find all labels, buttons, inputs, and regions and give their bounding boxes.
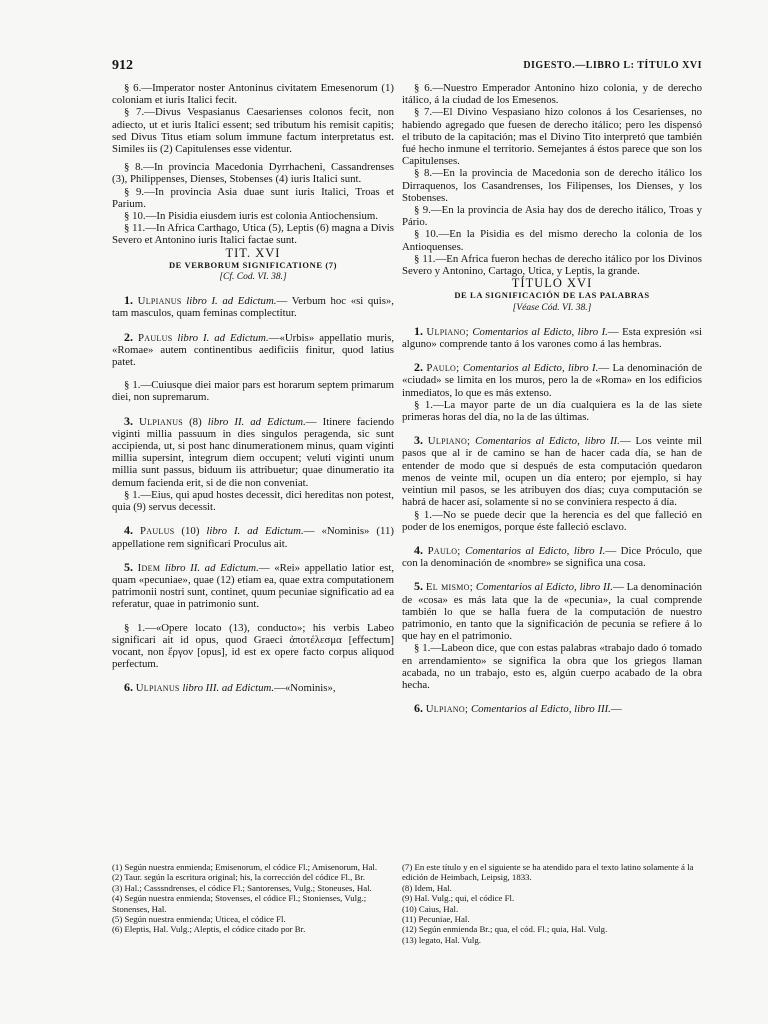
law-paragraph (112, 415, 394, 489)
footnote: (5) Según nuestra enmienda; Uticea, el códice Fl. (112, 914, 286, 925)
law-author: Ulpianus (135, 682, 180, 695)
law-number: 5. (124, 559, 133, 574)
law-section: § 1.—«Opere locato (13), conducto»; his verbis Labeo significari ait id opus, quod Graeci ἀποτέλεσμα [effectum] vocant, non ἔργον [opus], id est ex opere facto corpus aliquod perfectum. (112, 621, 394, 671)
law-author: El mismo; (425, 581, 474, 594)
spanish-paragraph: § 11.—En Africa fueron hechas de derecho itálico por los Divinos Severo y Antonino, Cartago, Utica, y Leptis, la grande. (402, 252, 702, 278)
law-text: — Los veinte mil pasos que al ir de camino se han de hacer cada día, se han de entender de modo que si después de esta computación quedaron menos de veinte mil, ocupen un día entero; por ejemplo, si hay veintiun mil pasos, se les atribuyen dos días; cuya computación se habrá de hacer así, solamente si no se conviniera respecto á día. (402, 435, 703, 509)
footnote: (7) En este título y en el siguiente se ha atendido para el texto latino solamente á la edición de Heimbach, Leipsig, 1833. (402, 862, 694, 883)
law-author: Ulpiano; (425, 703, 469, 716)
footnote: (8) Idem, Hal. (402, 882, 452, 893)
spanish-paragraph: § 9.—En la provincia de Asia hay dos de derecho itálico, Troas y Pário. (402, 204, 702, 229)
footnote: (1) Según nuestra enmienda; Emisenorum, el códice Fl.; Amisenorum, Hal. (112, 862, 378, 872)
law-author: Ulpiano; (426, 325, 469, 338)
law-number: 2. (414, 360, 423, 375)
law-number: 1. (124, 293, 133, 308)
law-paragraph (402, 325, 702, 350)
law-source: Comentarios al Edicto, libro I. (472, 325, 608, 338)
spanish-paragraph: § 10.—En la Pisidia es del mismo derecho la colonia de los Antioquenses. (402, 228, 702, 253)
law-author: Paulus (137, 331, 173, 344)
law-source: libro I. ad Edictum. (186, 295, 277, 308)
law-author: Idem (137, 561, 161, 574)
footnote: (12) Según enmienda Br.; qua, el cód. Fl.; quia, Hal. Vulg. (402, 924, 608, 935)
footnote: (9) Hal. Vulg.; qui, el códice Fl. (402, 893, 515, 904)
footnote: (4) Según nuestra enmienda; Stovenses, el códice Fl.; Stonienses, Vulg.; Stonenses, Hal. (112, 893, 367, 914)
law-source: Comentarios al Edicto, libro II. (475, 435, 620, 448)
latin-paragraph: § 8.—In provincia Macedonia Dyrrhacheni, Cassandrenses (3), Philippenses, Dienses, Stobenses (4) iuris Italici sunt. (112, 161, 394, 186)
law-author: Paulo; (427, 544, 461, 557)
page-number: 912 (112, 58, 133, 73)
law-source: libro II. ad Edictum. (207, 415, 306, 428)
spanish-column (402, 82, 702, 715)
law-author: Paulo; (426, 362, 460, 375)
law-source: Comentarios al Edicto, libro III. (470, 703, 611, 716)
law-paragraph (112, 681, 394, 694)
footnote: (13) legato, Hal. Vulg. (402, 934, 481, 945)
spanish-paragraph: § 6.—Nuestro Emperador Antonino hizo colonia, y de derecho itálico, á la ciudad de los Emesenos. (402, 82, 702, 107)
footnote-ref: (8) (189, 415, 202, 428)
law-source: Comentarios al Edicto, libro I. (462, 362, 599, 375)
title-subheading: DE VERBORUM SIGNIFICATIONE (7) (168, 259, 338, 270)
title-subheading: DE LA SIGNIFICACIÓN DE LAS PALABRAS (454, 290, 650, 301)
law-source: Comentarios al Edicto, libro II. (475, 581, 613, 594)
law-text: — Esta expresión «si alguno» comprende tanto á los varones como á las hembras. (402, 325, 703, 351)
law-number: 2. (124, 329, 133, 344)
law-text: —«Nominis», (274, 682, 336, 695)
law-source: libro I. ad Edictum. (206, 525, 304, 538)
law-paragraph (112, 331, 394, 369)
latin-paragraph: § 11.—In Africa Carthago, Utica (5), Leptis (6) magna a Divis Severo et Antonino iuris Italici factae sunt. (112, 222, 394, 247)
footnote: (2) Taur. según la escritura original; his, la corrección del códice Fl., Br. (112, 872, 366, 883)
latin-paragraph: § 6.—Imperator noster Antoninus civitatem Emesenorum (1) coloniam et iuris Italici fecit. (112, 82, 394, 107)
latin-paragraph: § 7.—Divus Vespasianus Caesarienses colonos fecit, non adiecto, ut et iuris Italici essent; sed tributum his remisit capitis; sed Divus Titus etiam solum immune factum interpretatus est. Similes iis (2) Capitulenses esse videntur. (112, 106, 394, 156)
law-paragraph (112, 524, 394, 549)
page-header (112, 58, 702, 74)
law-number: 3. (124, 413, 133, 428)
latin-paragraph: § 9.—In provincia Asia duae sunt iuris Italici, Troas et Parium. (112, 185, 394, 210)
cross-reference: [Cf. Cod. VI. 38.] (219, 272, 287, 283)
spanish-paragraph: § 8.—En la provincia de Macedonia son de derecho itálico los Dirraquenos, los Casandrenses, los Filipenses, los Dienses, y los Stobenses. (402, 167, 702, 204)
law-section: § 1.—No se puede decir que la herencia es del que falleció en poder de los enemigos, porque éste falleció esclavo. (402, 508, 702, 533)
law-section: § 1.—Cuiusque diei maior pars est horarum septem primarum diei, non supremarum. (112, 379, 394, 404)
footnotes-left (112, 862, 394, 935)
law-paragraph (402, 580, 702, 642)
law-number: 3. (414, 433, 423, 448)
law-source: Comentarios al Edicto, libro I. (465, 544, 606, 557)
spanish-paragraph: § 7.—El Divino Vespasiano hizo colonos á los Cesarienses, no habiendo agregado que fuesen de derecho itálico; pero les dispensó el tributo de la capitación; mas el Divino Tito interpretó que también fué hecho inmune el territorio. Semejantes á éstos parece que son los Capitulenses. (402, 106, 702, 168)
law-source: libro I. ad Edictum. (177, 331, 269, 344)
latin-paragraph: § 10.—In Pisidia eiusdem iuris est colonia Antiochensium. (124, 210, 379, 223)
law-text: — Verbum hoc «si quis», tam masculos, quam feminas complectitur. (112, 295, 395, 320)
footnote: (11) Pecuniae, Hal. (402, 914, 470, 925)
footnote: (10) Caius, Hal. (402, 903, 459, 914)
footnote: (6) Eleptis, Hal. Vulg.; Aleptis, el códice citado por Br. (112, 924, 306, 935)
law-paragraph (112, 294, 394, 319)
law-author: Ulpianus (137, 295, 182, 308)
running-head: DIGESTO.—LIBRO L: TÍTULO XVI (523, 60, 702, 71)
law-text: — Dice Próculo, que con la denominación de «nombre» se significa una cosa. (402, 544, 703, 570)
law-text: — Itinere faciendo viginti millia passuum in dies singulos peragenda, sic sunt accipienda, ut, si post hanc dinumerationem minus, quam viginti millia supersint, integrum diem occupent; veluti viginti unum millia sunt passus, biduum iis attribuetur; quae dinumeratio ita demum facienda erit, si de die non conveniat. (112, 415, 395, 489)
law-author: Paulus (139, 525, 175, 538)
law-number: 1. (414, 323, 423, 338)
law-paragraph (402, 702, 702, 715)
latin-column (112, 82, 394, 695)
law-text: — La denominación de «ciudad» se limita en los muros, pero la de «Roma» en los edificios inmediatos, lo que es más extenso. (402, 362, 703, 399)
footnotes-right (402, 862, 702, 945)
law-section: § 1.—La mayor parte de un día cualquiera es la de las siete primeras horas del día, no la de las últimas. (402, 398, 702, 424)
law-text: —«Urbis» appellatio muris, «Romae» autem continentibus aedificiis finitur, quod latius patet. (112, 331, 395, 369)
law-source: libro II. ad Edictum. (164, 561, 259, 574)
title-heading: TIT. XVI (225, 245, 281, 260)
cross-reference: [Véase Cód. VI. 38.] (512, 302, 592, 313)
law-section: § 1.—Labeon dice, que con estas palabras «trabajo dado ó tomado en arrendamiento» se significa la obra que los griegos llaman acabada, no un trabajo, esto es, algún cuerpo acabado de la obra hecha. (402, 642, 702, 691)
law-section: § 1.—Eius, qui apud hostes decessit, dici hereditas non potest, quia (9) servus decessit. (112, 488, 394, 514)
law-number: 6. (414, 701, 423, 716)
law-source: libro III. ad Edictum. (182, 682, 275, 695)
law-author: Ulpiano; (427, 435, 471, 448)
law-number: 6. (124, 680, 133, 695)
law-text: — «Nominis» (11) appellatione rem significari Proculus ait. (112, 525, 394, 550)
law-paragraph (402, 434, 702, 508)
law-text: — La denominación de «cosa» es más lata que la de «pecunia», la cual comprende también lo que se halla fuera de la computación de nuestro patrimonio, en tanto que la significación de pecunia se refiere á lo que hay en el patrimonio. (402, 581, 703, 643)
law-paragraph (402, 361, 702, 399)
law-number: 4. (124, 523, 133, 538)
law-number: 4. (414, 542, 423, 557)
footnote-ref: (10) (181, 525, 200, 538)
law-paragraph (112, 561, 394, 611)
law-number: 5. (414, 579, 423, 594)
law-paragraph (402, 544, 702, 569)
title-heading: TÍTULO XVI (511, 276, 593, 291)
law-text: — «Rei» appellatio latior est, quam «pecuniae», quae (12) etiam ea, quae extra computationem patrimonii nostri sunt, continet, quum pecuniae significatio ad ea referatur, quae in patrimonio sunt. (112, 561, 395, 611)
footnote: (3) Hal.; Casssndrenses, el códice Fl.; Santorenses, Vulg.; Stoneuses, Hal. (112, 882, 372, 893)
law-text: — (610, 703, 622, 716)
law-author: Ulpianus (139, 415, 184, 428)
